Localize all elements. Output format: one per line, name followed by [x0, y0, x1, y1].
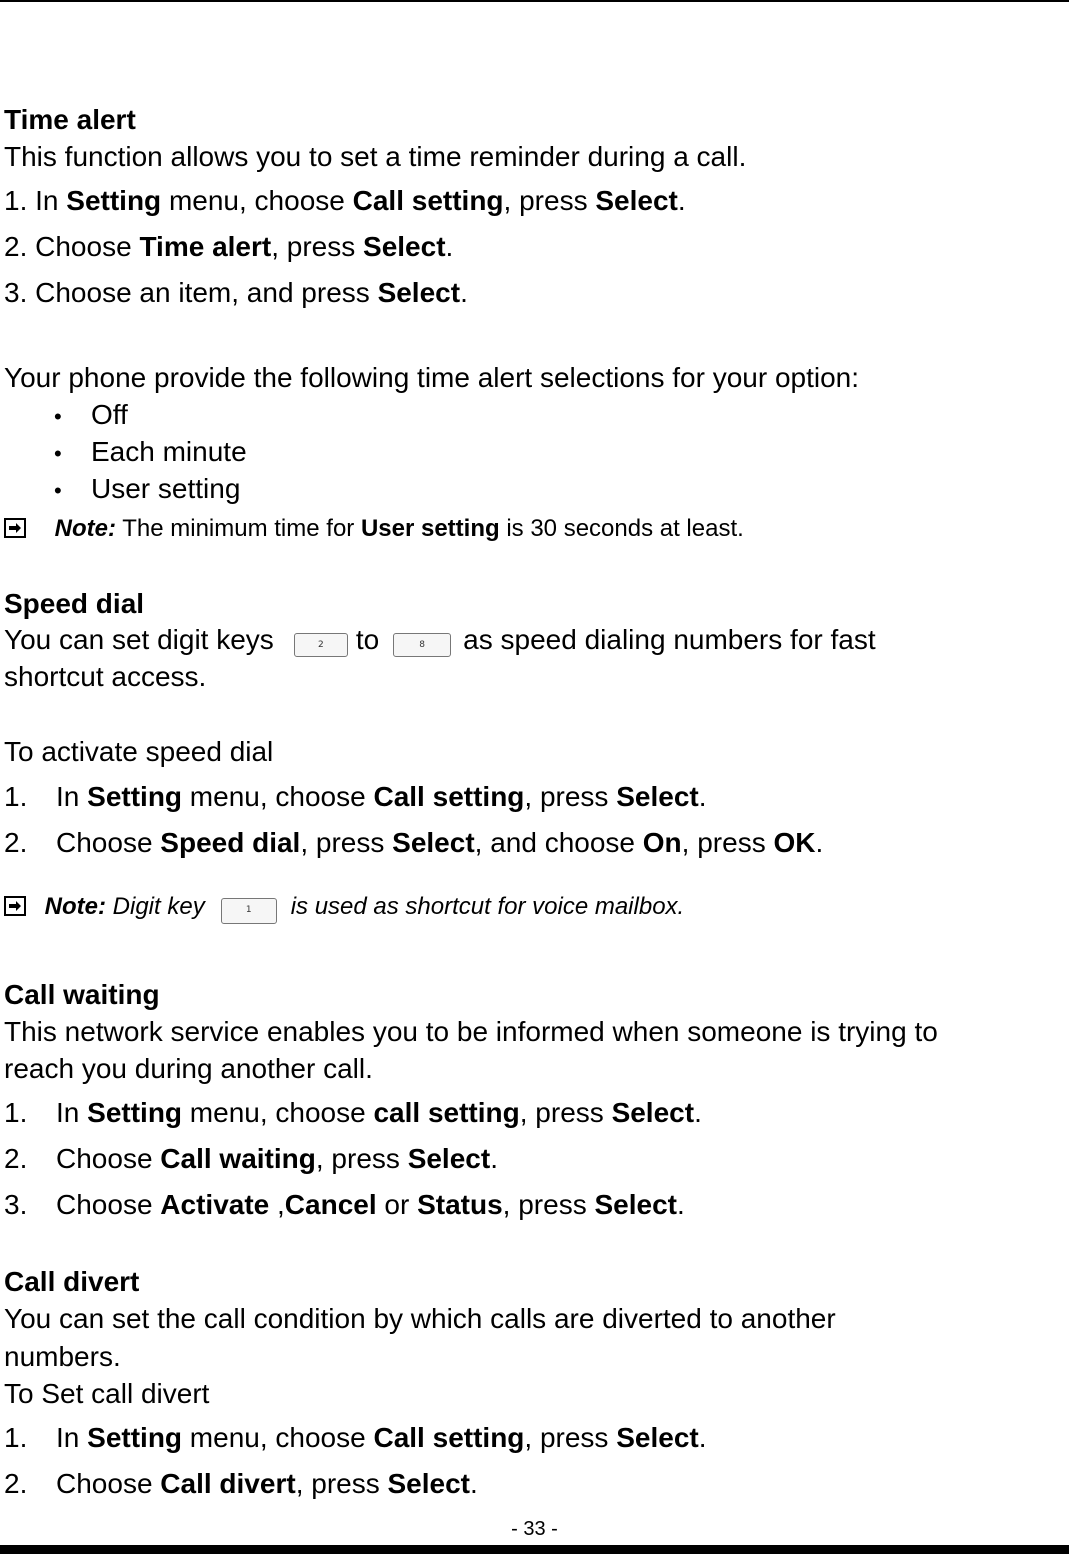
call-divert-step-1: 1. In Setting menu, choose Call setting, press Select.	[4, 1422, 707, 1453]
bottom-rule	[0, 1545, 1069, 1554]
time-alert-note: Note: The minimum time for User setting is 30 seconds at least.	[4, 512, 744, 546]
page-number: - 33 -	[511, 1518, 558, 1540]
call-divert-intro-line-1: You can set the call condition by which calls are diverted to another	[4, 1303, 836, 1334]
call-waiting-step-1: 1. In Setting menu, choose call setting, press Select.	[4, 1097, 702, 1128]
note-icon	[4, 518, 26, 538]
time-alert-step-3: 3. Choose an item, and press Select.	[4, 277, 468, 308]
time-alert-step-2: 2. Choose Time alert, press Select.	[4, 231, 454, 262]
call-waiting-intro-line-2: reach you during another call.	[4, 1053, 373, 1084]
bullet-icon: •	[54, 478, 62, 503]
bullet-icon: •	[54, 404, 62, 429]
bullet-icon: •	[54, 441, 62, 466]
option-each-minute: Each minute	[91, 436, 247, 467]
call-waiting-step-2: 2. Choose Call waiting, press Select.	[4, 1143, 498, 1174]
speed-dial-step-2: 2. Choose Speed dial, press Select, and choose On, press OK.	[4, 827, 824, 858]
note-icon	[4, 896, 26, 916]
section-heading-call-waiting: Call waiting	[4, 979, 160, 1010]
top-rule	[0, 0, 1069, 2]
digit-key-1-icon: 1	[221, 898, 277, 924]
digit-key-2-icon: 2	[294, 633, 348, 657]
speed-dial-note: Note: Digit key 1 is used as shortcut for voice mailbox.	[4, 890, 684, 924]
time-alert-options-intro: Your phone provide the following time alert selections for your option:	[4, 362, 860, 393]
call-waiting-step-3: 3. Choose Activate ,Cancel or Status, press Select.	[4, 1189, 685, 1220]
option-off: Off	[91, 399, 128, 430]
time-alert-intro: This function allows you to set a time reminder during a call.	[4, 141, 747, 172]
digit-key-8-icon: 8	[393, 633, 451, 657]
speed-dial-intro-line-1: You can set digit keys 2 to 8 as speed dialing numbers for fast	[4, 624, 876, 655]
call-divert-intro-line-2: numbers.	[4, 1341, 121, 1372]
option-user-setting: User setting	[91, 473, 241, 504]
section-heading-call-divert: Call divert	[4, 1266, 140, 1297]
call-waiting-intro-line-1: This network service enables you to be informed when someone is trying to	[4, 1016, 938, 1047]
call-divert-intro-line-3: To Set call divert	[4, 1378, 210, 1409]
time-alert-step-1: 1. In Setting menu, choose Call setting, press Select.	[4, 185, 686, 216]
speed-dial-activate: To activate speed dial	[4, 736, 274, 767]
speed-dial-intro-line-2: shortcut access.	[4, 661, 207, 692]
section-heading-time-alert: Time alert	[4, 104, 136, 135]
call-divert-step-2: 2. Choose Call divert, press Select.	[4, 1468, 478, 1499]
section-heading-speed-dial: Speed dial	[4, 588, 145, 619]
speed-dial-step-1: 1. In Setting menu, choose Call setting, press Select.	[4, 781, 707, 812]
